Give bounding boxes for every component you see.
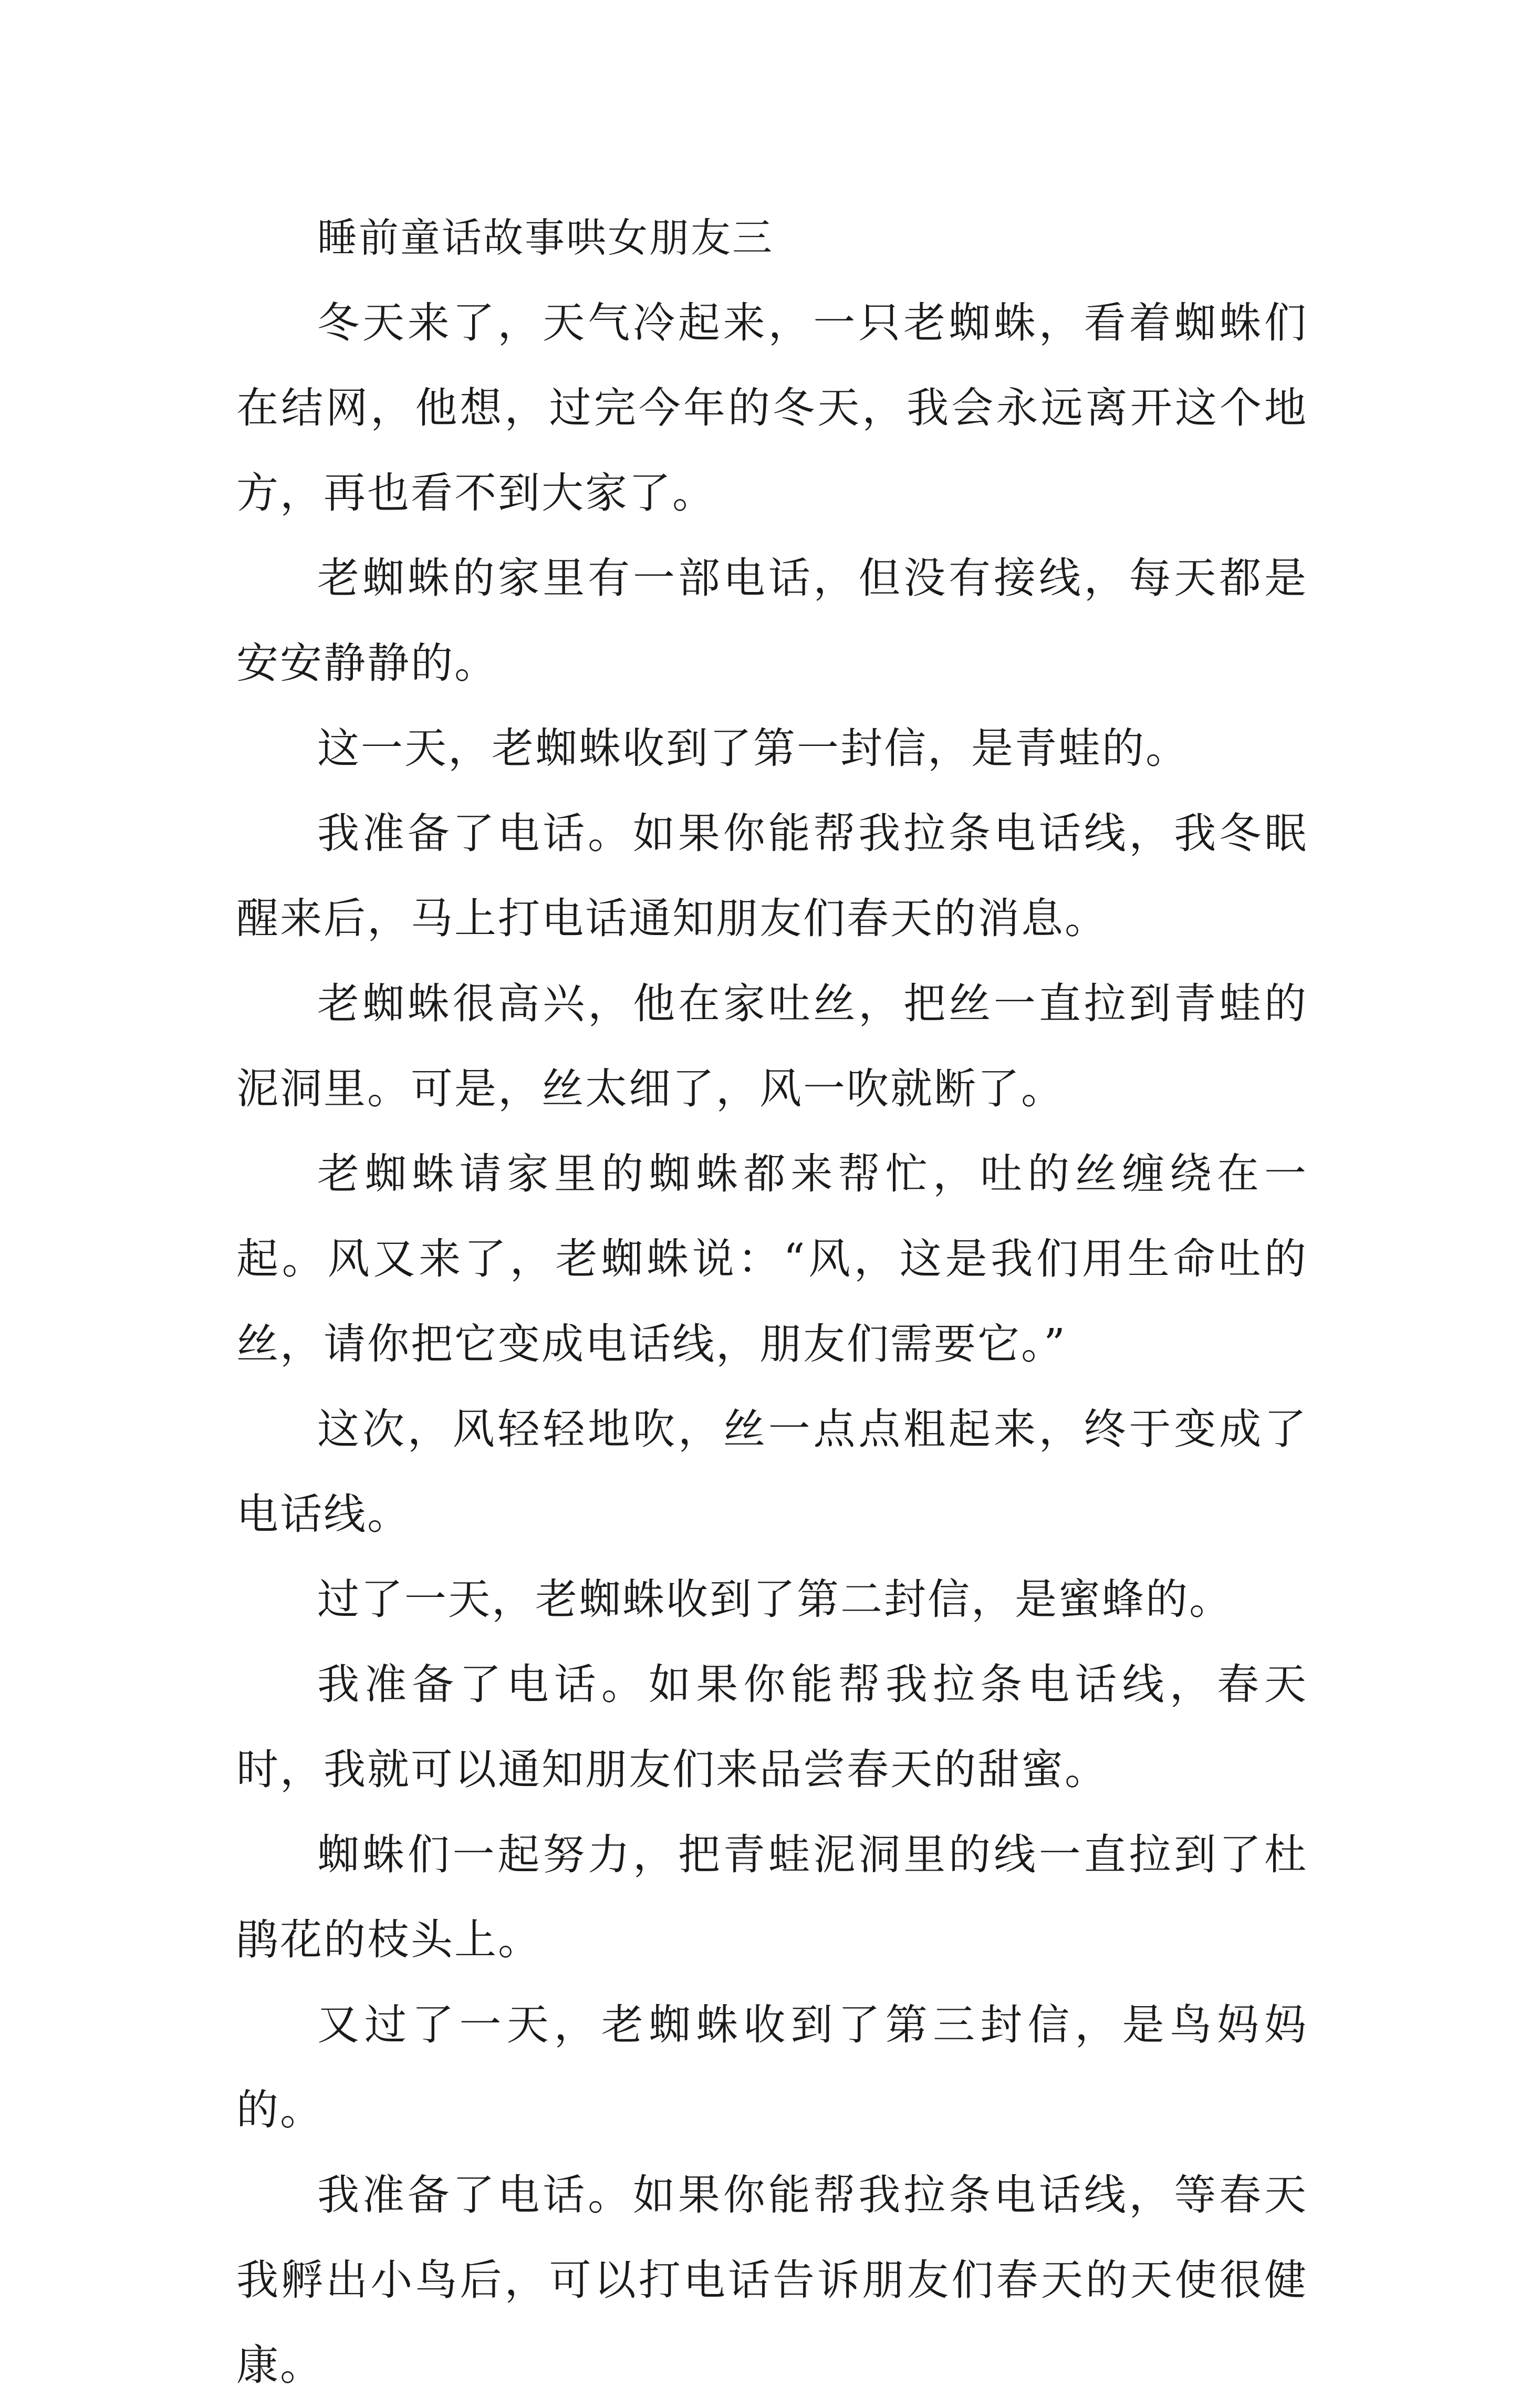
paragraph: 我准备了电话。如果你能帮我拉条电话线，我冬眠醒来后，马上打电话通知朋友们春天的消息。 <box>236 809 1308 943</box>
document-body <box>236 195 1308 2408</box>
paragraph: 老蜘蛛请家里的蜘蛛都来帮忙，吐的丝缠绕在一起。风又来了，老蜘蛛说：“风，这是我们用生命吐的丝，请你把它变成电话线，朋友们需要它。” <box>236 1149 1308 1368</box>
paragraph: 过了一天，老蜘蛛收到了第二封信，是蜜蜂的。 <box>317 1575 1233 1624</box>
paragraph: 又过了一天，老蜘蛛收到了第三封信，是鸟妈妈的。 <box>236 2000 1308 2134</box>
paragraph: 蜘蛛们一起努力，把青蛙泥洞里的线一直拉到了杜鹃花的枝头上。 <box>236 1830 1308 1964</box>
paragraph: 这次，风轻轻地吹，丝一点点粗起来，终于变成了电话线。 <box>236 1405 1308 1539</box>
paragraph: 冬天来了，天气冷起来，一只老蜘蛛，看着蜘蛛们在结网，他想，过完今年的冬天，我会永远离开这个地方，再也看不到大家了。 <box>236 298 1308 517</box>
document-title: 睡前童话故事哄女朋友三 <box>317 214 774 261</box>
paragraph: 老蜘蛛很高兴，他在家吐丝，把丝一直拉到青蛙的泥洞里。可是，丝太细了，风一吹就断了。 <box>236 979 1308 1113</box>
paragraph: 这一天，老蜘蛛收到了第一封信，是青蛙的。 <box>317 724 1189 773</box>
paragraph: 老蜘蛛的家里有一部电话，但没有接线，每天都是安安静静的。 <box>236 554 1308 688</box>
paragraph: 我准备了电话。如果你能帮我拉条电话线，等春天我孵出小鸟后，可以打电话告诉朋友们春天的天使很健康。 <box>236 2171 1308 2390</box>
paragraph: 我准备了电话。如果你能帮我拉条电话线，春天时，我就可以通知朋友们来品尝春天的甜蜜。 <box>236 1660 1308 1794</box>
